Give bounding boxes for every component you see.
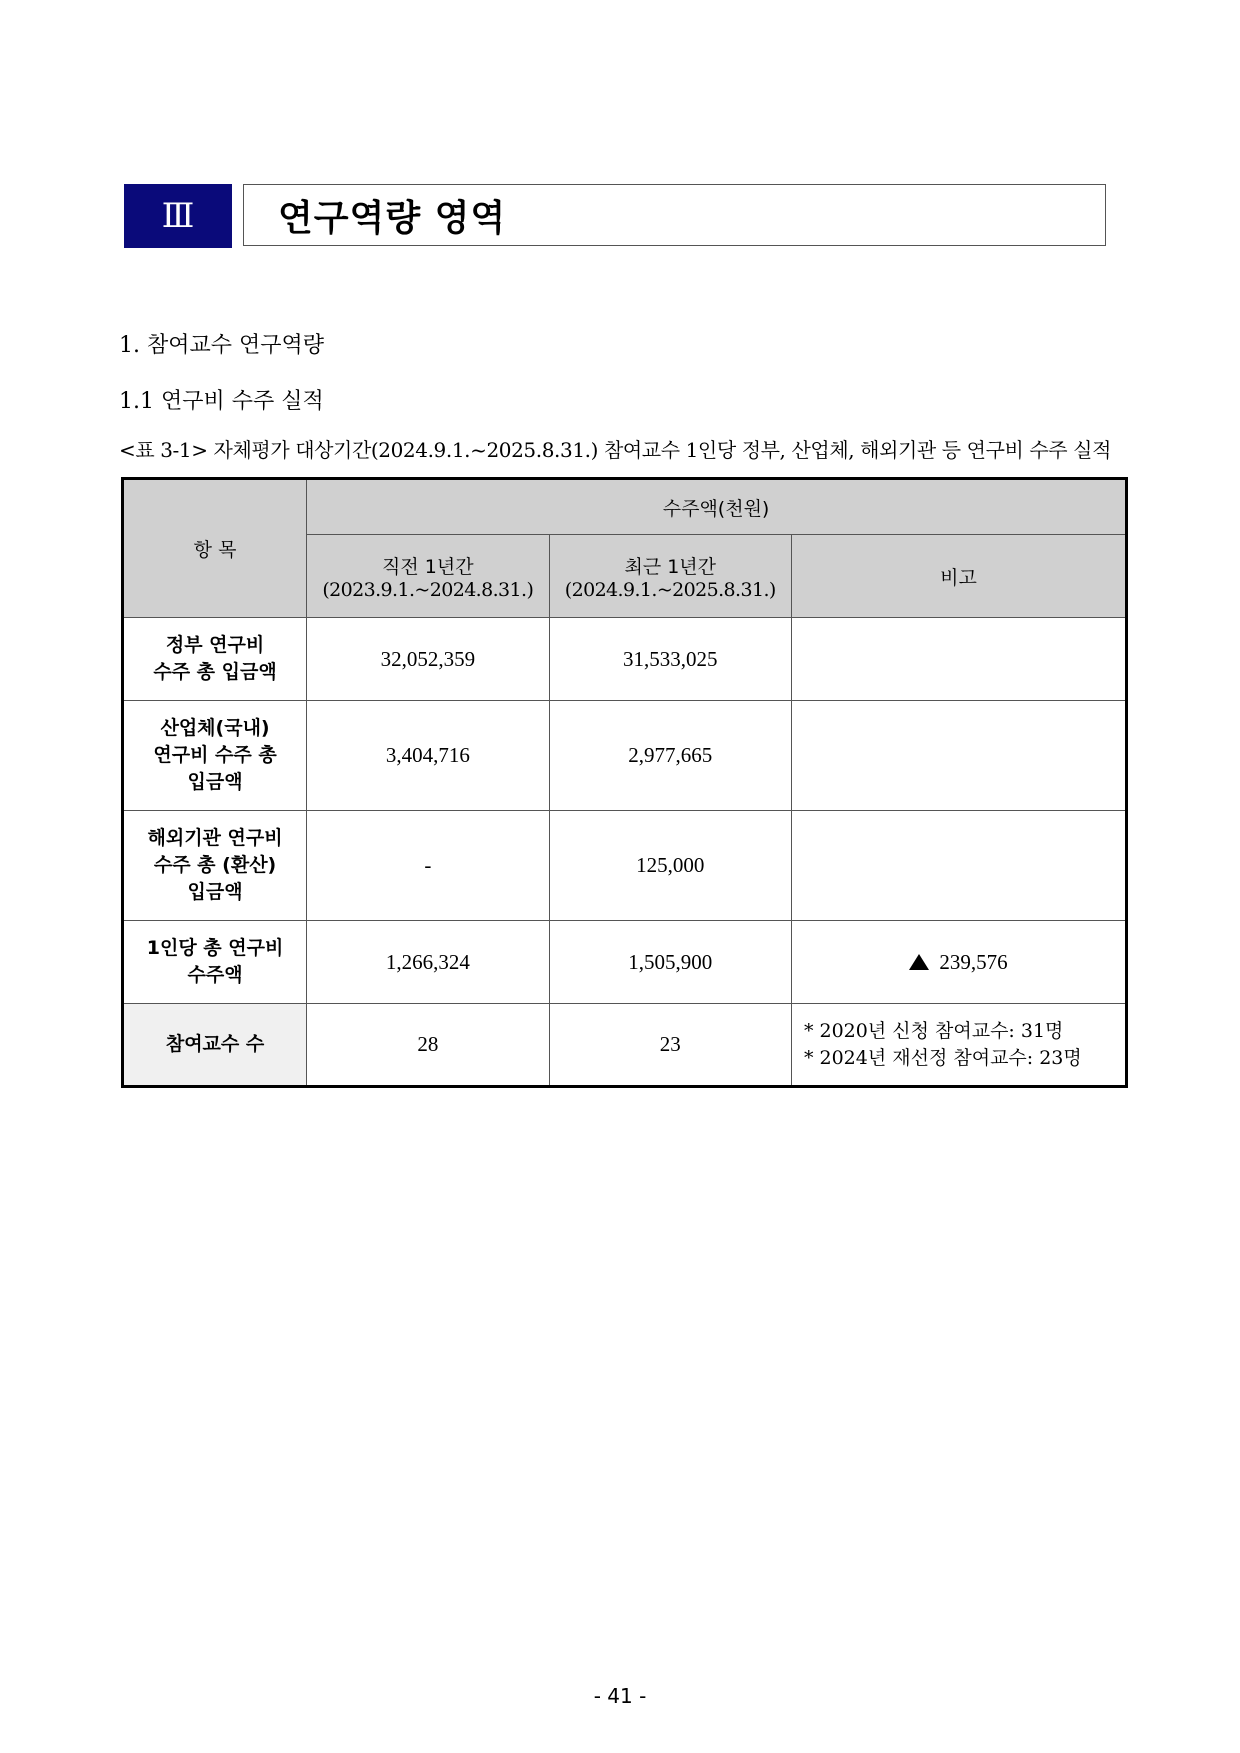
note-cell bbox=[791, 1004, 1126, 1087]
table-row bbox=[123, 1004, 1127, 1087]
col-note-header: 비고 bbox=[791, 535, 1126, 618]
item-header: 항 목 bbox=[123, 479, 307, 618]
table-row bbox=[123, 921, 1127, 1004]
triangle-up-icon bbox=[909, 954, 929, 970]
note-line: * 2024년 재선정 참여교수: 23명 bbox=[803, 1046, 1082, 1069]
col-prev-header bbox=[307, 535, 549, 618]
row-label-line: 입금액 bbox=[187, 881, 243, 903]
table-row bbox=[123, 701, 1127, 811]
row-label bbox=[123, 618, 307, 701]
section-heading-1-1: 1.1 연구비 수주 실적 bbox=[119, 389, 324, 414]
recent-value: 2,977,665 bbox=[549, 701, 791, 811]
note-cell bbox=[791, 701, 1126, 811]
chapter-number-box bbox=[124, 184, 232, 248]
row-label-line: 수주 총 (환산) bbox=[153, 854, 277, 876]
prev-value: 1,266,324 bbox=[307, 921, 549, 1004]
research-funding-table bbox=[121, 477, 1128, 1088]
row-label-line: 연구비 수주 총 bbox=[153, 744, 277, 766]
recent-value: 125,000 bbox=[549, 811, 791, 921]
col-recent-period: (2024.9.1.~2025.8.31.) bbox=[564, 578, 776, 601]
recent-value: 31,533,025 bbox=[549, 618, 791, 701]
amount-header: 수주액(천원) bbox=[307, 479, 1127, 535]
note-cell bbox=[791, 811, 1126, 921]
col-recent-header bbox=[549, 535, 791, 618]
note-cell bbox=[791, 921, 1126, 1004]
note-cell bbox=[791, 618, 1126, 701]
prev-value: - bbox=[307, 811, 549, 921]
recent-value: 1,505,900 bbox=[549, 921, 791, 1004]
row-label-line: 해외기관 연구비 bbox=[147, 827, 283, 849]
recent-value: 23 bbox=[549, 1004, 791, 1087]
row-label bbox=[123, 701, 307, 811]
prev-value: 32,052,359 bbox=[307, 618, 549, 701]
col-prev-period: (2023.9.1.~2024.8.31.) bbox=[322, 578, 534, 601]
table-row bbox=[123, 811, 1127, 921]
prev-value: 28 bbox=[307, 1004, 549, 1087]
increase-value: 239,576 bbox=[939, 949, 1008, 974]
row-label-line: 정부 연구비 bbox=[165, 634, 265, 656]
chapter-title: 연구역량 영역 bbox=[278, 197, 507, 239]
table-row bbox=[123, 618, 1127, 701]
col-recent-label: 최근 1년간 bbox=[624, 555, 717, 578]
col-prev-label: 직전 1년간 bbox=[382, 555, 474, 578]
row-label-line: 수주 총 입금액 bbox=[153, 661, 277, 683]
page-number: - 41 - bbox=[593, 1684, 647, 1708]
row-label bbox=[123, 811, 307, 921]
row-label-line: 수주액 bbox=[187, 964, 243, 986]
chapter-title-box bbox=[243, 184, 1106, 246]
row-label-line: 입금액 bbox=[187, 771, 243, 793]
row-label bbox=[123, 921, 307, 1004]
row-label-line: 1인당 총 연구비 bbox=[146, 937, 284, 959]
note-line: * 2020년 신청 참여교수: 31명 bbox=[803, 1019, 1064, 1042]
section-heading-1: 1. 참여교수 연구역량 bbox=[119, 333, 324, 358]
chapter-number: Ⅲ bbox=[161, 196, 195, 236]
prev-value: 3,404,716 bbox=[307, 701, 549, 811]
table-caption: <표 3-1> 자체평가 대상기간(2024.9.1.~2025.8.31.) 참여교수 1인당 정부, 산업체, 해외기관 등 연구비 수주 실적 bbox=[119, 438, 1112, 462]
row-label-line: 참여교수 수 bbox=[165, 1033, 265, 1055]
row-label-line: 산업체(국내) bbox=[160, 717, 270, 739]
row-label bbox=[123, 1004, 307, 1087]
